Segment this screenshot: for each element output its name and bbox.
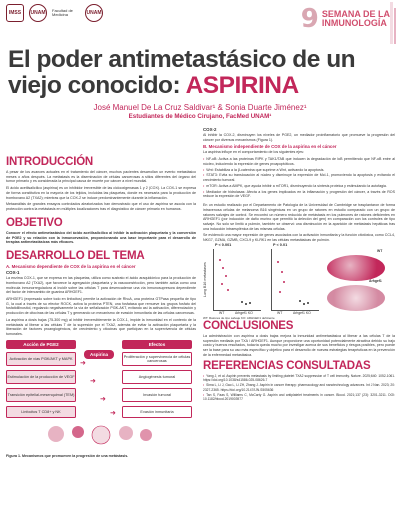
poster-title [8, 47, 393, 99]
cox1-paragraph-1: La enzima COX-1, que se expresa en las plaquetas, utiliza como sustrato el ácido araquidónico para la producción de tromboxano A2 (TXA2), que favorece la agregación plaquetaria y la vasoconstricción, pero también actúa como una molécula inmunorreguladora al incidir sobre las células T para desencadenar una vía inmunosupresora dependiente del factor de intercambio de guanina ARHGEF1. [6, 276, 196, 295]
fig1-right-header: Efectos [122, 340, 192, 349]
intro-paragraph-3: Metaanálisis de grandes ensayos controlados aleatorizados han demostrado que el uso de aspirina se asocia con la protección contra la metástasis en múltiples localizaciones tras el diagnóstico de cáncer primario en humanos. [6, 202, 196, 212]
section-a-title: A. Mecanismo dependiente de COX de la aspirina en el cáncer [6, 264, 136, 270]
facmed-logo: Facultad de Medicina [52, 7, 73, 17]
axis-list [203, 157, 395, 199]
fig2-panel-2 [271, 249, 319, 311]
fig1-aspirin-label: Aspirina [84, 350, 114, 359]
conclusions-heading: CONCLUSIONES [203, 319, 294, 332]
intro-heading: INTRODUCCIÓN [6, 156, 94, 168]
week-label [322, 10, 390, 29]
fig1-left-box: Linfocitos T CD8+ y NK [6, 406, 76, 418]
fig1-right-box: Evasión inmunitaria [122, 406, 192, 418]
cox2-paragraph: Al inhibir la COX-2, disminuyen los niveles de PGE2, un mediador proinflamatorio que promueve la progresión del cáncer por diversos mecanismos (Figura 1). [203, 133, 395, 142]
x-tick: Arhgef1 KO [235, 310, 253, 315]
references-heading: REFERENCIAS CONSULTADAS [203, 359, 371, 372]
right-column [203, 126, 395, 403]
fig2-pvalue-2: P < 0.01 [273, 242, 288, 247]
unam-seal-logo: UNAM [85, 4, 103, 22]
decorative-stripes [388, 2, 398, 44]
week-number: 9 [300, 4, 319, 34]
fig1-right-box: Angiogénesis tumoral [122, 370, 192, 384]
logo-row [6, 4, 103, 22]
development-heading: DESARROLLO DEL TEMA [6, 250, 145, 263]
affiliation: Estudiantes de Médico Cirujano, FacMed UNAM¹ [128, 113, 272, 120]
intro-paragraph-1: A pesar de los avances actuales en el tratamiento del cáncer, muchos pacientes desarrollan un evento metastásico meses o años después. La metástasis es la diseminación de células cancerosas a sitios diferentes del órgano del tumor primario y es considerada la principal causa de muerte por cáncer a nivel mundial. [6, 170, 196, 184]
week-label-line1: SEMANA DE LA [321, 8, 390, 19]
arrow-icon: ➜ [110, 409, 116, 417]
list-item: • mTOR: Activa a AMPK, que ayuda inhibir a mTOR1, disminuyendo la síntesis proteica y estimulando la autofagia. [203, 184, 395, 189]
figure-1 [6, 340, 194, 452]
x-tick: WT [219, 310, 225, 315]
list-item: • Mediador de hidrolasas: Afecta a los genes implicados en la inflamación y progresión del cáncer, a través de ROS reduce la expresión de VEGF. [203, 190, 395, 199]
study-paragraph-2: Se evidenció una mayor expresión de genes asociados con la activación inmunitaria y la función citotóxica, como CCL4, NKG7, GZMA, GZMB, CXCL9 y KLRK1 en las células metastásicas de pulmón. [203, 233, 395, 243]
authors: José Manuel De La Cruz Saldivar¹ & Sonia Duarte Jiménez¹ [93, 103, 307, 112]
cox1-paragraph-3: La aspirina a dosis bajas (75-300 mg) al inhibir irreversiblemente la COX-1, impide la inmunidad en el contexto de la metástasis al liberar a las células T de la supresión por el TXA2, además de evitar la activación plaquetaria y la liberación de factores proangiogénicos, de crecimiento y citocinas que participan en la supervivencia de células tumorales. [6, 317, 196, 337]
fig2-ylabel: Lung B16 metastases [203, 262, 207, 297]
conclusions-text: La administración con aspirina a dosis bajas mejora la inmunidad antimetastásica al liberar a las células T de la supresión mediada por TXA / ARHGEF1. Aunque proporcione una oportunidad potencialmente atractiva debido su bajo costo y buenos resultados, todavía queda mucho por investigar acerca de sus beneficios y riesgos posibles, pero puede ser la base para su uso más específico y objetivo para el desarrollo de nuevas estrategias terapéuticas en la prevención de la enfermedad metastásica. [203, 333, 395, 357]
tissue-label-wt: WT [377, 248, 383, 253]
reference-item: • Tan S, Faas S, Williams C, McCarty G. Aspirin and antiplatelet treatments in cancer. Blood. 2021;137 (23): 3201-3211. DOI: 10.1182/blood.2019003977 [203, 393, 395, 402]
study-paragraph-1: En un estudio realizado por el Departamento de Patología de la Universidad de Cambridge se trasplantaron de forma intravenosa células de melanoma B16 singénicas en un grupo de ratones en estudio comparado con un grupo de ratones salvajes de control. Se encontró un número reducido de metástasis en los pulmones de ratones deficientes en ARHGEF1 (por inducción de daño murino que permitió la deleción del gen) en comparación con los controles de tipo salvaje. No solo se limitó a pulmón, también se observó una disminución en la aparición de metástasis hepáticas tras una inducción intraesplénica de las mismas células. [203, 203, 395, 231]
figure-2 [203, 242, 393, 320]
title-line2-accent: ASPIRINA [185, 72, 299, 100]
week-label-line2: INMUNOLOGÍA [321, 18, 387, 28]
fig1-left-box: Transición epitelial-mesenquimal (TEM) [6, 388, 76, 402]
fig1-left-box: Estimulación de la producción de VEGF [6, 370, 76, 384]
list-item: • STAT3: Evita su translocación al núcleo y disminuye la expresión de Mcl-1, promoviendo la apoptosis y evitando el crecimiento tumoral. [203, 173, 395, 182]
unam-logo: UNAM [29, 4, 47, 22]
intro-paragraph-2: El ácido acetilsalicílico (aspirina) es un inhibidor irreversible de las ciclooxigenasas 1 y 2 (COX). La COX-1 se expresa de forma constitutiva en la mayoría de los tejidos, incluidas las plaquetas, donde es necesaria para la producción de tromboxano A2 (TXA2); mientras que la COX-2 se induce predominantemente durante la inflamación. [6, 186, 196, 200]
cox1-label: COX-1 [6, 270, 20, 276]
reference-item: • Sima L, Li J, Gao L, Li ZH, Zhang J. Aspirin in cancer therapy: pharmacology and nanotechnology advances. Int J Nan. 2023; 20: 2327-2365. https://doi.org/10.2147/IJN.S505636 [203, 383, 395, 392]
lung-tissue-image-wt [327, 255, 385, 281]
pathway-illustration [36, 422, 166, 446]
left-column [6, 156, 196, 458]
figure-2-caption: WT: Ratones de tipo salvaje KO: ARHGEF1 deficiente [203, 315, 275, 320]
cox2-label: COX-2 [203, 127, 217, 132]
title-line2-plain: viejo conocido: [8, 72, 186, 100]
reference-item: • Yang J, et al. Aspirin prevents metastasis by limiting platelet TXA2 suppression of T cell immunity. Nature. 2025;640: 1052-1061. https://doi.org/10.1038/s41586-025-08626-7 [203, 374, 395, 383]
imss-logo: IMSS [6, 4, 24, 22]
fig1-right-box: Proliferación y supervivencia de células cancerosas [122, 352, 192, 366]
event-logo [301, 6, 390, 32]
header [0, 0, 400, 50]
fig2-pvalue-1: P < 0.001 [215, 242, 232, 247]
section-b-title: B. Mecanismo independiente de COX de la aspirina en el cáncer [203, 144, 337, 150]
list-item: • Wnt: Estabiliza a la β-catenina que suprime a Wnt, activando la apoptosis. [203, 168, 395, 173]
tissue-label-ko: Arhgef1 [369, 278, 382, 283]
list-item: • NF-κB: Activa a las proteínas RIPK y TAK1/TAB que inducen la degradación de IκB permitiendo que NF-κB entre al núcleo, induciendo la expresión de genes proapoptóticos. [203, 157, 395, 166]
objective-text: Conocer el efecto antimetastásico del ácido acetilsalicílico al inhibir la activación plaquetaria y la conversión de PGE2 y su relación con la inmunoevasión, proporcionando una base importante para el desarrollo de terapias antimetastásicas más eficaces. [6, 230, 196, 245]
lung-tissue-image-ko [327, 285, 385, 311]
arrow-icon: ➜ [80, 359, 86, 367]
section-b-intro: La aspirina influye en el comportamiento de los siguientes ejes: [203, 150, 304, 155]
x-tick: Arhgef1 KO [293, 310, 311, 315]
fig1-left-header: Acción de PGE2 [6, 340, 76, 349]
references-list [203, 374, 395, 402]
title-line1: El poder antimetastásico de un [8, 46, 356, 73]
objective-heading: OBJETIVO [6, 216, 63, 229]
fig1-left-box: Activación de vías PI3K/AKT y MAPK [6, 352, 76, 366]
figure-1-caption: Figura 1. Mecanismos que promueven la progresión de una metástasis. [6, 453, 129, 458]
fig1-right-box: Invasión tumoral [122, 388, 192, 402]
cox1-paragraph-2: ARHGEF1 (expresado sobre todo en linfocitos) permite la activación de RhoA, una proteína GTPasa pequeña de tipo G, la cual a través de su efector ROCK, activa la proteína PTEN, una fosfatasa que remueve los grupos fosfato del fosfatidilinositol, regulando negativamente la vía de señalización PI3K-AKT, evitando así la activación, diferenciación y producción de citocinas de las células T y generando un mecanismo de evasión inmunitaria de las células cancerosas. [6, 297, 196, 316]
title-line2 [8, 73, 393, 99]
arrow-icon: ➜ [100, 395, 106, 403]
arrow-icon: ➜ [90, 377, 96, 385]
x-tick: WT [277, 310, 283, 315]
